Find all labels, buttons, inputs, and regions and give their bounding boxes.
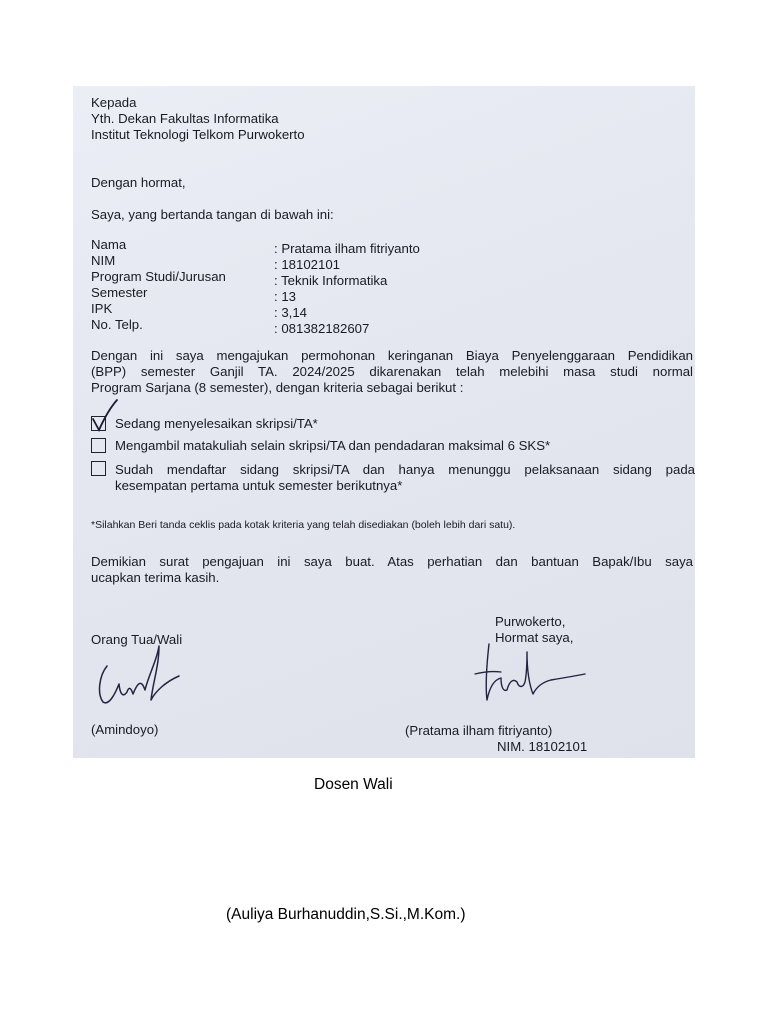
field-value-semester: : 13 xyxy=(274,289,296,304)
criteria-label: Sudah mendaftar sidang skripsi/TA dan hanya menunggu pelaksanaan sidang pada xyxy=(115,462,695,477)
criteria-label: Mengambil matakuliah selain skripsi/TA dan pendadaran maksimal 6 SKS* xyxy=(115,438,551,453)
criteria-checkbox[interactable] xyxy=(91,461,106,476)
request-line: Program Sarjana (8 semester), dengan kriteria sebagai berikut : xyxy=(91,380,464,395)
regards: Hormat saya, xyxy=(495,630,574,645)
student-signature xyxy=(471,638,591,714)
advisor-label: Dosen Wali xyxy=(314,776,393,793)
field-label-telp: No. Telp. xyxy=(91,317,143,332)
place: Purwokerto, xyxy=(495,614,566,629)
intro: Saya, yang bertanda tangan di bawah ini: xyxy=(91,207,334,222)
criteria-label: kesempatan pertama untuk semester berikutnya* xyxy=(115,478,403,493)
field-label-prodi: Program Studi/Jurusan xyxy=(91,269,226,284)
field-value-nim: : 18102101 xyxy=(274,257,341,272)
field-label-ipk: IPK xyxy=(91,301,113,316)
greeting: Dengan hormat, xyxy=(91,175,186,190)
request-line: Dengan ini saya mengajukan permohonan keringanan Biaya Penyelenggaraan Pendidikan xyxy=(91,348,693,363)
parent-signature xyxy=(93,638,193,714)
field-value-telp: : 081382182607 xyxy=(274,321,370,336)
student-name: (Pratama ilham fitriyanto) xyxy=(405,723,553,738)
field-value-ipk: : 3,14 xyxy=(274,305,307,320)
footnote: *Silahkan Beri tanda ceklis pada kotak kriteria yang telah disediakan (boleh lebih dari satu). xyxy=(91,519,516,531)
letter-photo xyxy=(73,86,695,758)
address-line: Kepada xyxy=(91,95,137,110)
field-label-semester: Semester xyxy=(91,285,148,300)
field-value-prodi: : Teknik Informatika xyxy=(274,273,388,288)
address-line: Yth. Dekan Fakultas Informatika xyxy=(91,111,279,126)
field-value-nama: : Pratama ilham fitriyanto xyxy=(274,241,420,256)
request-line: (BPP) semester Ganjil TA. 2024/2025 dikarenakan telah melebihi masa studi normal xyxy=(91,364,693,379)
closing-line: Demikian surat pengajuan ini saya buat. Atas perhatian dan bantuan Bapak/Ibu saya xyxy=(91,554,693,569)
parent-label: Orang Tua/Wali xyxy=(91,632,183,647)
closing-line: ucapkan terima kasih. xyxy=(91,570,220,585)
student-nim: NIM. 18102101 xyxy=(497,739,588,754)
field-label-nama: Nama xyxy=(91,237,127,252)
advisor-name: (Auliya Burhanuddin,S.Si.,M.Kom.) xyxy=(226,906,466,923)
parent-name: (Amindoyo) xyxy=(91,722,159,737)
criteria-checkbox[interactable] xyxy=(91,438,106,453)
address-line: Institut Teknologi Telkom Purwokerto xyxy=(91,127,305,142)
field-label-nim: NIM xyxy=(91,253,116,268)
criteria-label: Sedang menyelesaikan skripsi/TA* xyxy=(115,416,318,431)
